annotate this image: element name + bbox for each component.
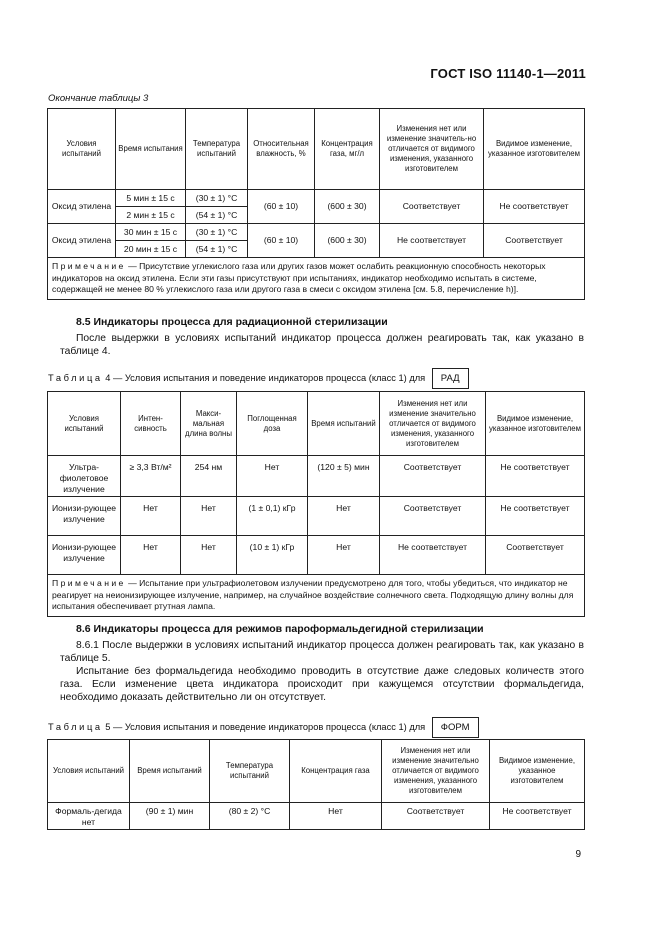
table3-header: Относительная влажность, % xyxy=(248,109,315,190)
table-cell: 20 мин ± 15 с xyxy=(116,241,186,258)
table-cell: Не соответствует xyxy=(490,803,585,830)
table-cell: Соответствует xyxy=(380,190,484,224)
table-cell: (600 ± 30) xyxy=(315,224,380,258)
table-cell: Оксид этилена xyxy=(48,224,116,258)
table4-caption-label: Таблица xyxy=(48,373,103,383)
table-cell: (10 ± 1) кГр xyxy=(237,536,308,575)
table-cell: Не соответствует xyxy=(486,497,585,536)
table-cell: Нет xyxy=(308,497,380,536)
table-cell: 30 мин ± 15 с xyxy=(116,224,186,241)
table-cell: Нет xyxy=(290,803,382,830)
table-cell: Соответствует xyxy=(380,456,486,497)
table-cell: Соответствует xyxy=(486,536,585,575)
table-cell: Ионизи-рующее излучение xyxy=(48,536,121,575)
table3-continuation-caption: Окончание таблицы 3 xyxy=(48,93,149,104)
table-cell: ≥ 3,3 Вт/м² xyxy=(121,456,181,497)
table5-caption-label: Таблица xyxy=(48,722,103,732)
table-cell: Ультра-фиолетовое излучение xyxy=(48,456,121,497)
table-cell: (1 ± 0,1) кГр xyxy=(237,497,308,536)
section-8-6-title: 8.6 Индикаторы процесса для режимов пароформальдегидной стерилизации xyxy=(76,623,484,635)
table5-header: Видимое изменение, указанное изготовителем xyxy=(490,740,585,803)
note-text: — Испытание при ультрафиолетовом излучении предусмотрено для того, чтобы убедиться, что индикатор не реагирует на неионизирующее излучение, например, на случайное воздействие солнечного света. Подходящую длину волны для испытания обеспечивает ртутная лампа. xyxy=(52,578,574,611)
note-text: — Присутствие углекислого газа или других газов может ослабить реакционную способность некоторых индикаторов на оксид этилена. Если эти газы присутствуют при испытаниях, индикатор необходимо испытать в системе, содержащей не менее 80 % углекислого газа или другого газа в смеси с оксидом этилена [см. 5.8, перечисление h)]. xyxy=(52,261,546,294)
table4-caption-text: 4 — Условия испытания и поведение индикаторов процесса (класс 1) для xyxy=(102,373,426,383)
table-cell: Соответствует xyxy=(382,803,490,830)
table-cell: Нет xyxy=(237,456,308,497)
table4-header: Видимое изменение, указанное изготовителем xyxy=(486,392,585,456)
table-cell: (54 ± 1) °С xyxy=(186,241,248,258)
table-cell: Нет xyxy=(121,536,181,575)
table-cell: (600 ± 30) xyxy=(315,190,380,224)
table-cell: Нет xyxy=(308,536,380,575)
rad-tag: РАД xyxy=(432,368,469,389)
table4-header: Время испытаний xyxy=(308,392,380,456)
table3-note xyxy=(48,258,585,300)
table5-header: Температура испытаний xyxy=(210,740,290,803)
table-cell: (60 ± 10) xyxy=(248,224,315,258)
table3 xyxy=(47,108,585,300)
table3-header: Условия испытаний xyxy=(48,109,116,190)
table-cell: Ионизи-рующее излучение xyxy=(48,497,121,536)
table5-header: Условия испытаний xyxy=(48,740,130,803)
table5-header: Концентрация газа xyxy=(290,740,382,803)
table5-header: Время испытаний xyxy=(130,740,210,803)
table-cell: Не соответствует xyxy=(380,224,484,258)
table3-header: Концентрация газа, мг/л xyxy=(315,109,380,190)
table-cell: (30 ± 1) °С xyxy=(186,190,248,207)
section-8-5-text: После выдержки в условиях испытаний индикатор процесса должен реагировать так, как указано в таблице 4. xyxy=(60,333,584,357)
table-cell: Формаль-дегида нет xyxy=(48,803,130,830)
table-cell: Не соответствует xyxy=(380,536,486,575)
table4-note xyxy=(48,575,585,617)
table-cell: (54 ± 1) °С xyxy=(186,207,248,224)
table-cell: (30 ± 1) °С xyxy=(186,224,248,241)
table-cell: 2 мин ± 15 с xyxy=(116,207,186,224)
note-label: Примечание xyxy=(52,578,126,588)
table-cell: Оксид этилена xyxy=(48,190,116,224)
table4-header: Изменения нет или изменение значительно отличается от видимого изменения, указанного изготовителем xyxy=(380,392,486,456)
table-cell: Не соответствует xyxy=(484,190,585,224)
table3-header: Видимое изменение, указанное изготовителем xyxy=(484,109,585,190)
table-cell: Нет xyxy=(181,497,237,536)
form-tag: ФОРМ xyxy=(432,717,479,738)
section-8-5-title: 8.5 Индикаторы процесса для радиационной стерилизации xyxy=(76,316,388,328)
table-cell: Соответствует xyxy=(484,224,585,258)
table4-header: Условия испытаний xyxy=(48,392,121,456)
table-cell: Не соответствует xyxy=(486,456,585,497)
table5 xyxy=(47,739,585,830)
table4-header: Интен-сивность xyxy=(121,392,181,456)
document-id: ГОСТ ISO 11140-1—2011 xyxy=(430,66,586,81)
table4 xyxy=(47,391,585,617)
table4-caption xyxy=(48,368,469,389)
table5-caption-text: 5 — Условия испытания и поведение индикаторов процесса (класс 1) для xyxy=(102,722,426,732)
table-cell: Нет xyxy=(121,497,181,536)
table3-header: Температура испытаний xyxy=(186,109,248,190)
table-cell: Соответствует xyxy=(380,497,486,536)
table-cell: (120 ± 5) мин xyxy=(308,456,380,497)
table-cell: 254 нм xyxy=(181,456,237,497)
table-cell: Нет xyxy=(181,536,237,575)
table-cell: (80 ± 2) °С xyxy=(210,803,290,830)
table-cell: 5 мин ± 15 с xyxy=(116,190,186,207)
section-8-6-1-text: 8.6.1 После выдержки в условиях испытаний индикатор процесса должен реагировать так, как указано в таблице 5. xyxy=(60,640,584,664)
table-cell: (60 ± 10) xyxy=(248,190,315,224)
page-number: 9 xyxy=(575,849,581,860)
table4-header: Макси-мальная длина волны xyxy=(181,392,237,456)
table3-header: Изменения нет или изменение значитель-но отличается от видимого изменения, указанного изготовителем xyxy=(380,109,484,190)
table5-caption xyxy=(48,717,479,738)
table-cell: (90 ± 1) мин xyxy=(130,803,210,830)
note-label: Примечание xyxy=(52,261,126,271)
table4-header: Поглощенная доза xyxy=(237,392,308,456)
section-8-6-text: Испытание без формальдегида необходимо проводить в отсутствие даже следовых количеств этого газа. Если изменение цвета индикатора происходит при кажущемся отсутствии формальдегида, необходимо доказать действительно ли он отсутствует. xyxy=(60,666,584,703)
table5-header: Изменения нет или изменение значительно отличается от видимого изменения, указанного изготовителем xyxy=(382,740,490,803)
table3-header: Время испытания xyxy=(116,109,186,190)
